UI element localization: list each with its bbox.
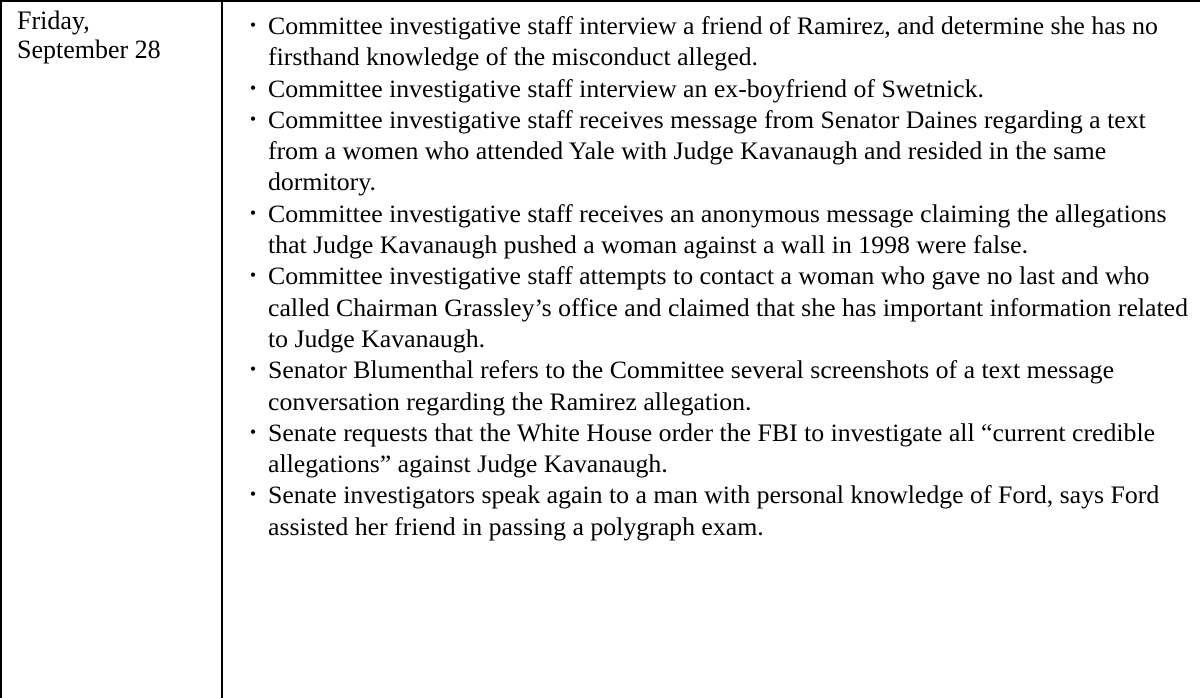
- bullet-icon: •: [249, 202, 257, 223]
- event-text: Committee investigative staff receives an anonymous message claiming the allegations that Judge Kavanaugh pushed a woman against a wall in 1998 were false.: [268, 198, 1167, 260]
- table-left-border: [0, 0, 2, 698]
- list-item: [235, 198, 1193, 261]
- date-day: Friday,: [17, 6, 90, 35]
- events-cell: [235, 10, 1193, 542]
- event-text: Senate investigators speak again to a man with personal knowledge of Ford, says Ford assisted her friend in passing a polygraph exam.: [268, 480, 1160, 541]
- bullet-icon: •: [249, 15, 257, 35]
- event-text: Committee investigative staff interview an ex-boyfriend of Swetnick.: [268, 73, 984, 103]
- list-item: [235, 10, 1193, 73]
- bullet-icon: •: [249, 359, 257, 380]
- event-text: Committee investigative staff interview a friend of Ramirez, and determine she has no firsthand knowledge of the misconduct alleged.: [268, 11, 1158, 72]
- date-month-day: September 28: [17, 35, 161, 64]
- events-list: [235, 10, 1193, 542]
- list-item: [235, 104, 1193, 198]
- date-cell: [17, 6, 217, 64]
- list-item: [235, 260, 1193, 354]
- event-text: Committee investigative staff attempts to contact a woman who gave no last and who called Chairman Grassley’s office and claimed that she has important information related to Judge Kavanaugh.: [268, 261, 1189, 353]
- event-text: Senator Blumenthal refers to the Committee several screenshots of a text message conversation regarding the Ramirez allegation.: [268, 355, 1115, 416]
- list-item: [235, 354, 1193, 417]
- bullet-icon: •: [249, 108, 257, 129]
- list-item: [235, 73, 1193, 104]
- column-divider: [221, 0, 223, 698]
- bullet-icon: •: [249, 77, 257, 98]
- bullet-icon: •: [249, 484, 257, 505]
- list-item: [235, 479, 1193, 542]
- list-item: [235, 417, 1193, 480]
- bullet-icon: •: [249, 265, 257, 286]
- table-top-border: [0, 0, 1200, 2]
- bullet-icon: •: [249, 421, 257, 442]
- event-text: Senate requests that the White House order the FBI to investigate all “current credible allegations” against Judge Kavanaugh.: [268, 417, 1156, 479]
- event-text: Committee investigative staff receives message from Senator Daines regarding a text from a women who attended Yale with Judge Kavanaugh and resided in the same dormitory.: [268, 104, 1146, 197]
